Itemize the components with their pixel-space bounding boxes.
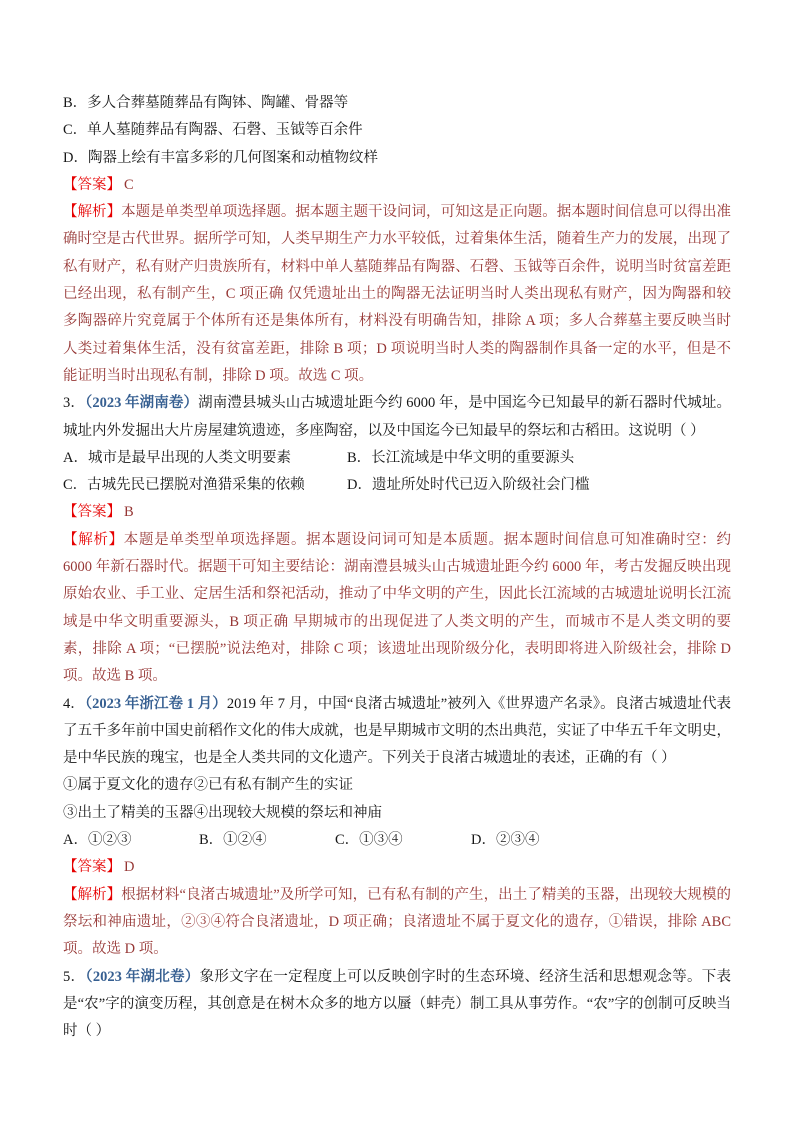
q4-number: 4． bbox=[63, 695, 85, 712]
q3-analysis-label: 【解析】 bbox=[63, 531, 124, 548]
q2-option-c: C．单人墓随葬品有陶器、石磬、玉钺等百余件 bbox=[63, 122, 363, 139]
q4-statement-12: ①属于夏文化的遗存②已有私有制产生的实证 bbox=[63, 777, 353, 794]
q4-option-c: C．①③④ bbox=[335, 832, 403, 849]
q5-source-tag: （2023 年湖北卷） bbox=[85, 968, 200, 985]
q4-source-tag: （2023 年浙江卷 1 月） bbox=[84, 695, 227, 712]
q2-option-b: B．多人合葬墓随葬品有陶钵、陶罐、骨器等 bbox=[63, 95, 349, 111]
q3-analysis-line bbox=[63, 527, 731, 691]
q5-stem-line bbox=[63, 964, 731, 1046]
q4-analysis-label: 【解析】 bbox=[63, 886, 122, 903]
q3-answer-value: B bbox=[124, 504, 134, 521]
q3-stem-text: 湖南澧县城头山古城遗址距今约 6000 年，是中国迄今已知最早的新石器时代城址。城址内外发掘出大片房屋建筑遗迹，多座陶窑，以及中国迄今已知最早的祭坛和古稻田。这说明（ ） bbox=[63, 395, 732, 439]
q2-analysis-text: 本题是单类型单项选择题。据本题主题干设问词，可知这是正向题。据本题时间信息可以得出准确时空是古代世界。据所学可知，人类早期生产力水平较低，过着集体生活，随着生产力的发展，出现了私有财产，私有财产归贵族所有，材料中单人墓随葬品有陶器、石磬、玉钺等百余件，说明当时贫富差距已经出现，私有制产生，C 项正确 仅凭遗址出土的陶器无法证明当时人类出现私有财产，因为陶器和较多陶器碎片究竟属于个体所有还是集体所有，材料没有明确告知，排除 A 项；多人合葬墓主要反映当时人类过着集体生活，没有贫富差距，排除 B 项；D 项说明当时人类的陶器制作具备一定的水平，但是不能证明当时出现私有制，排除 D 项。故选 C 项。 bbox=[63, 204, 732, 384]
q2-answer-line bbox=[63, 172, 731, 199]
q3-number: 3． bbox=[63, 395, 85, 412]
q2-analysis-label: 【解析】 bbox=[63, 204, 122, 221]
q3-option-c: C．古城先民已摆脱对渔猎采集的依赖 bbox=[63, 477, 305, 494]
q3-stem-line bbox=[63, 390, 731, 445]
q4-analysis-line bbox=[63, 882, 731, 964]
q5-number: 5． bbox=[63, 968, 86, 985]
q4-answer-value: D bbox=[124, 859, 135, 876]
q3-answer-label: 【答案】 bbox=[63, 504, 121, 521]
q4-answer-line bbox=[63, 854, 731, 881]
document-content bbox=[63, 90, 731, 1045]
q3-option-d: D．遗址所处时代已迈入阶级社会门槛 bbox=[347, 477, 590, 494]
q4-stem-line bbox=[63, 691, 731, 773]
q2-answer-label: 【答案】 bbox=[63, 176, 121, 193]
q4-option-b: B．①②④ bbox=[199, 832, 267, 849]
q3-option-a: A．城市是最早出现的人类文明要素 bbox=[63, 449, 291, 466]
q4-options-row bbox=[63, 827, 731, 854]
q4-option-a: A．①②③ bbox=[63, 832, 132, 849]
q3-analysis-text: 本题是单类型单项选择题。据本题设问词可知是本质题。据本题时间信息可知准确时空：约 6000 年新石器时代。据题干可知主要结论：湖南澧县城头山古城遗址距今约 6000 年，考古发掘反映出现原始农业、手工业、定居生活和祭祀活动，推动了中华文明的产生，因此长江流域的古城遗址说明长江流域是中华文明重要源头，B 项正确 早期城市的出现促进了人类文明的产生，而城市不是人类文明的要素，排除 A 项；“已摆脱”说法绝对，排除 C 项；该遗址出现阶级分化，表明即将进入阶级社会，排除 D 项。故选 B 项。 bbox=[63, 531, 732, 685]
q3-answer-line bbox=[63, 499, 731, 526]
q4-statement-34: ③出土了精美的玉器④出现较大规模的祭坛和神庙 bbox=[63, 804, 382, 821]
q5-stem-text: 象形文字在一定程度上可以反映创字时的生态环境、经济生活和思想观念等。下表是“农”字的演变历程，其创意是在树木众多的地方以蜃（蚌壳）制工具从事劳作。“农”字的创制可反映当时（ ） bbox=[63, 968, 732, 1040]
q4-analysis-text: 根据材料“良渚古城遗址”及所学可知，已有私有制的产生，出土了精美的玉器，出现较大规模的祭坛和神庙遗址，②③④符合良渚遗址，D 项正确；良渚遗址不属于夏文化的遗存，①错误，排除 ABC 项。故选 D 项。 bbox=[63, 886, 731, 958]
q3-options-row-1 bbox=[63, 445, 731, 472]
q4-option-d: D．②③④ bbox=[471, 832, 540, 849]
q3-options-row-2 bbox=[63, 472, 731, 499]
q3-option-b: B．长江流域是中华文明的重要源头 bbox=[347, 449, 575, 466]
q2-analysis-line bbox=[63, 199, 731, 390]
q2-answer-value: C bbox=[124, 176, 134, 193]
q4-stem-text: 2019 年 7 月，中国“良渚古城遗址”被列入《世界遗产名录》。良渚古城遗址代表了五千多年前中国史前稻作文化的伟大成就，也是早期城市文明的杰出典范，实证了中华五千年文明史，是中华民族的瑰宝，也是全人类共同的文化遗产。下列关于良渚古城遗址的表述，正确的有（ ） bbox=[63, 695, 732, 767]
q4-answer-label: 【答案】 bbox=[63, 859, 121, 876]
q3-source-tag: （2023 年湖南卷） bbox=[84, 395, 199, 412]
q2-option-d: D．陶器上绘有丰富多彩的几何图案和动植物纹样 bbox=[63, 149, 378, 166]
